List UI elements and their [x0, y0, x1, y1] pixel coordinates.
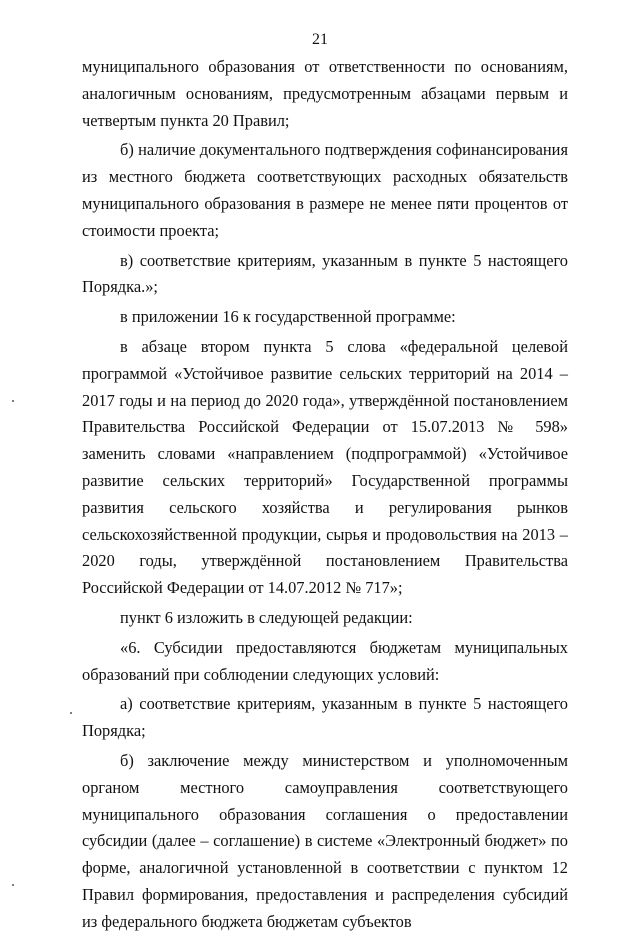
- paragraph-item-b-agreement: б) заключение между министерством и уполномоченным органом местного самоуправления соответствующего муниципального образования соглашения о предоставлении субсидии (далее – соглашение) в системе «Электронный бюджет» по форме, аналогичной установленной в соответствии с пунктом 12 Правил формирования, предоставления и распределения субсидий из федерального бюджета бюджетам субъектов: [82, 750, 568, 931]
- document-body: [82, 54, 568, 936]
- paragraph-item-v-criteria: в) соответствие критериям, указанным в пункте 5 настоящего Порядка.»;: [82, 250, 568, 297]
- paragraph-point-6-text: «6. Субсидии предоставляются бюджетам муниципальных образований при соблюдении следующих условий:: [82, 637, 568, 684]
- paragraph-point-6-intro: пункт 6 изложить в следующей редакции:: [120, 607, 413, 627]
- scan-speck: [12, 884, 14, 886]
- paragraph-point-5-amendment: в абзаце втором пункта 5 слова «федеральной целевой программой «Устойчивое развитие сельских территорий на 2014 – 2017 годы и на период до 2020 года», утверждённой постановлением Правительства Российской Федерации от 15.07.2013 № 598» заменить словами «направлением (подпрограммой) «Устойчивое развитие сельских территорий» Государственной программы развития сельского хозяйства и регулирования рынков сельскохозяйственной продукции, сырья и продовольствия на 2013 – 2020 годы, утверждённой постановлением Правительства Российской Федерации от 14.07.2012 № 717»;: [82, 336, 568, 598]
- paragraph-continuation: муниципального образования от ответственности по основаниям, аналогичным основаниям, предусмотренным абзацами первым и четвертым пункта 20 Правил;: [82, 57, 568, 130]
- paragraph-item-a-criteria: а) соответствие критериям, указанным в пункте 5 настоящего Порядка;: [82, 694, 568, 741]
- paragraph-appendix-16: в приложении 16 к государственной программе:: [120, 307, 456, 327]
- scan-speck: [12, 400, 14, 402]
- scan-speck: [70, 712, 72, 714]
- page-number: 21: [312, 31, 328, 48]
- paragraph-item-b-cofinancing: б) наличие документального подтверждения софинансирования из местного бюджета соответствующих расходных обязательств муниципального образования в размере не менее пяти процентов от стоимости проекта;: [82, 140, 568, 240]
